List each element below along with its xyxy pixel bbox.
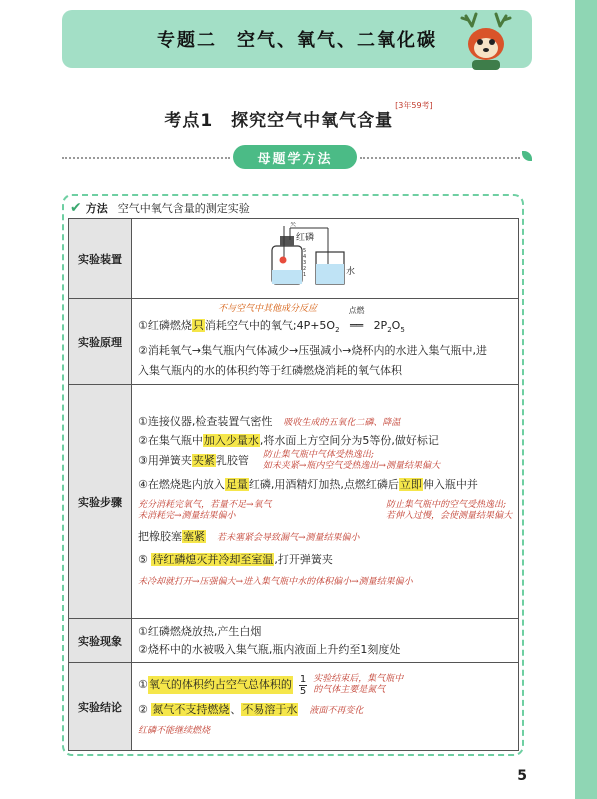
mark-5: 5 — [303, 248, 307, 254]
step-2: ②在集气瓶中加入少量水,将水面上方空间分为5等份,做好标记 — [138, 433, 439, 447]
phosphorus-label: 红磷 — [296, 233, 315, 243]
method-label: 方法 — [85, 202, 108, 215]
phenomena-cell — [132, 619, 519, 663]
principle-line-3: 入集气瓶内的水的体积约等于红磷燃烧消耗的氧气体积 — [138, 363, 402, 377]
section-heading — [0, 101, 597, 131]
mark-1: 1 — [303, 272, 307, 278]
clamp-label: 夹 — [290, 222, 297, 228]
step-4-continued: 把橡胶塞塞紧 若未塞紧会导致漏气→测量结果偏小 — [138, 529, 360, 543]
water-label: 水 — [346, 267, 356, 277]
row-header-steps: 实验步骤 — [69, 385, 132, 619]
divider-right — [360, 157, 520, 159]
fraction-one-fifth: $\frac{1}{5}$ — [299, 673, 307, 697]
row-phenomena — [69, 619, 519, 663]
mark-2: 2 — [303, 266, 307, 272]
steps-cell — [132, 385, 519, 619]
row-header-principle: 实验原理 — [69, 299, 132, 385]
method-subtitle: 空气中氧气含量的测定实验 — [117, 202, 250, 215]
apparatus-cell — [132, 219, 519, 299]
principle-line-1: ①红磷燃烧只消耗空气中的氧气$;4P+5O_2$ 点燃 ══ $2P_2O_5$ — [138, 306, 405, 335]
phenomenon-1: ①红磷燃烧放热,产生白烟 — [138, 624, 262, 638]
phenomenon-2: ②烧杯中的水被吸入集气瓶,瓶内液面上升约至1刻度处 — [138, 642, 401, 656]
divider-left — [62, 157, 230, 159]
conclusion-1: ① 氧气的体积约占空气总体积的 $\frac{1}{5}$ 实验结束后，集气瓶中 的气体主要是氮气 — [138, 673, 404, 697]
leaf-icon — [522, 151, 532, 161]
topic-title: 专题二 空气、氧气、二氧化碳 — [157, 30, 437, 51]
exam-count-tag: [3年59考] — [395, 101, 433, 110]
row-conclusion — [69, 663, 519, 751]
principle-line-2: ②消耗氧气→集气瓶内气体减少→压强减小→烧杯内的水进入集气瓶中,进 — [138, 343, 488, 357]
apparatus-diagram — [260, 222, 390, 288]
section-title: 考点1 探究空气中氧气含量 — [164, 111, 394, 131]
deer-mascot-icon — [458, 12, 514, 72]
step-3: ③用弹簧夹夹紧乳胶管 防止集气瓶中气体受热逸出; 如未夹紧→瓶内空气受热逸出→测量结果偏大 — [138, 449, 440, 471]
step-5: ⑤ 待红磷熄灭并冷却至室温,打开弹簧夹 — [138, 552, 333, 566]
page-number: 5 — [517, 768, 527, 784]
step-4-notes: 充分消耗完氧气，若量不足→氧气 未消耗完→测量结果偏小 防止集气瓶中的空气受热逸出; 若伸入过慢，会使测量结果偏大 — [138, 499, 512, 521]
principle-note: 不与空气中其他成分反应 — [218, 304, 318, 315]
conclusion-note: 红磷不能继续燃烧 — [138, 725, 211, 736]
checkmark-icon: ✔ — [70, 200, 82, 216]
row-header-conclusion: 实验结论 — [69, 663, 132, 751]
method-box-header — [70, 199, 250, 217]
conclusion-cell — [132, 663, 519, 751]
method-banner: 母题学方法 — [233, 145, 357, 169]
mark-3: 3 — [303, 260, 307, 266]
row-steps — [69, 385, 519, 619]
step-1: ①连接仪器,检查装置气密性 吸收生成的五氧化二磷、降温 — [138, 414, 401, 428]
row-header-phenomena: 实验现象 — [69, 619, 132, 663]
step-5-note: 未冷却就打开→压强偏大→进入集气瓶中水的体积偏小→测量结果偏小 — [138, 576, 413, 587]
step-4: ④在燃烧匙内放入足量红磷,用酒精灯加热,点燃红磷后立即伸入瓶中并 — [138, 477, 478, 491]
experiment-table — [68, 218, 519, 751]
principle-cell — [132, 299, 519, 385]
row-header-apparatus: 实验装置 — [69, 219, 132, 299]
row-apparatus — [69, 219, 519, 299]
topic-banner — [62, 10, 532, 68]
row-principle — [69, 299, 519, 385]
mark-4: 4 — [303, 254, 307, 260]
conclusion-2: ② 氮气不支持燃烧、不易溶于水 液面不再变化 — [138, 702, 364, 716]
